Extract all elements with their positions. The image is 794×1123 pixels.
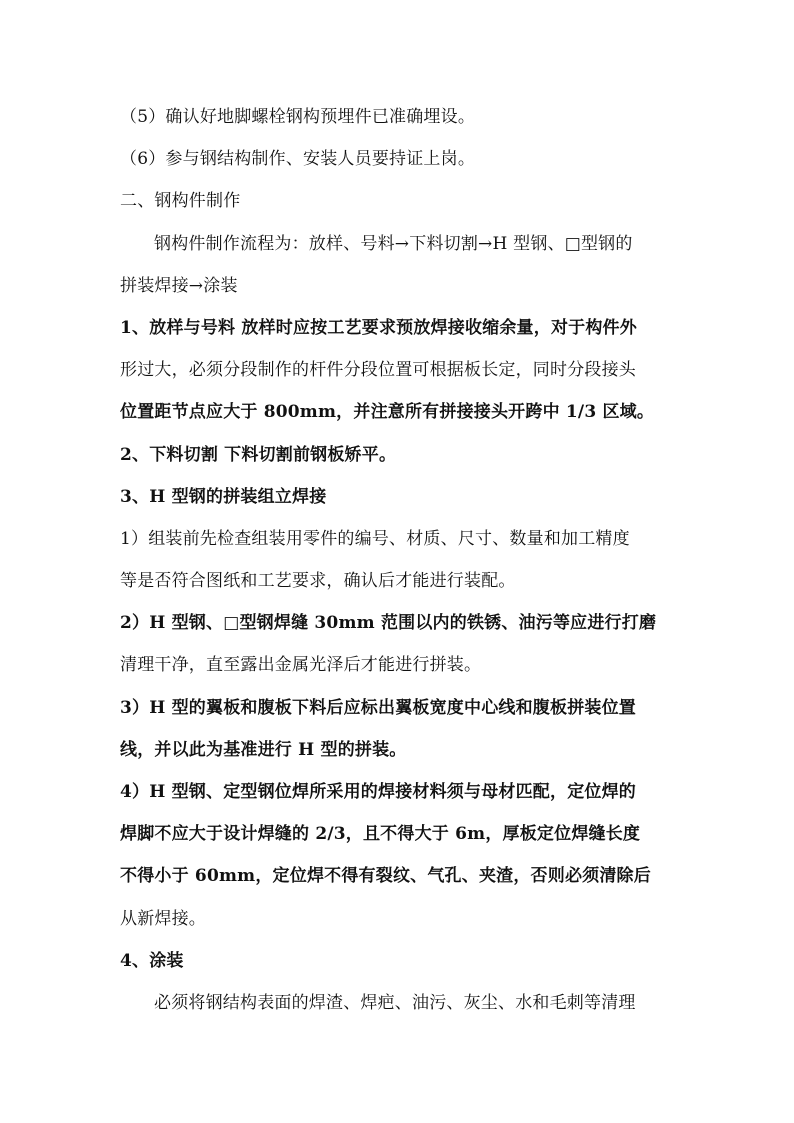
paragraph-line: 位置距节点应大于 800mm，并注意所有拼接接头开跨中 1/3 区域。 (120, 402, 655, 423)
paragraph-line: （5）确认好地脚螺栓钢构预埋件已准确埋设。 (120, 107, 476, 127)
paragraph-line: 3）H 型的翼板和腹板下料后应标出翼板宽度中心线和腹板拼装位置 (120, 697, 637, 718)
paragraph-line: 清理干净，直至露出金属光泽后才能进行拼装。 (120, 655, 482, 676)
paragraph-line: 形过大，必须分段制作的杆件分段位置可根据板长定，同时分段接头 (120, 360, 636, 381)
paragraph-line: 焊脚不应大于设计焊缝的 2/3，且不得大于 6m，厚板定位焊缝长度 (120, 824, 641, 845)
paragraph-line: （6）参与钢结构制作、安装人员要持证上岗。 (120, 149, 476, 170)
subsection-heading: 2、下料切割 下料切割前钢板矫平。 (120, 444, 397, 465)
section-heading: 二、钢构件制作 (120, 191, 241, 212)
paragraph-line: 线，并以此为基准进行 H 型的拼装。 (120, 739, 407, 760)
document-body (120, 96, 680, 1024)
subsection-heading: 3、H 型钢的拼装组立焊接 (120, 486, 327, 507)
paragraph-line: 钢构件制作流程为：放样、号料→下料切割→H 型钢、□型钢的 (154, 233, 633, 254)
paragraph-line: 4）H 型钢、定型钢位焊所采用的焊接材料须与母材匹配，定位焊的 (120, 782, 637, 802)
paragraph-line: 等是否符合图纸和工艺要求，确认后才能进行装配。 (120, 571, 516, 592)
paragraph-line: 不得小于 60mm，定位焊不得有裂纹、气孔、夹渣，否则必须清除后 (120, 866, 651, 887)
paragraph-line: 1）组装前先检查组装用零件的编号、材质、尺寸、数量和加工精度 (120, 528, 630, 549)
paragraph-line: 拼装焊接→涂装 (120, 275, 238, 296)
paragraph-line: 2）H 型钢、□型钢焊缝 30mm 范围以内的铁锈、油污等应进行打磨 (120, 613, 657, 634)
paragraph-line: 从新焊接。 (120, 908, 206, 929)
paragraph-line: 必须将钢结构表面的焊渣、焊疤、油污、灰尘、水和毛刺等清理 (154, 992, 636, 1013)
subsection-heading: 4、涂装 (120, 950, 184, 971)
paragraph-line: 1、放样与号料 放样时应按工艺要求预放焊接收缩余量，对于构件外 (120, 317, 637, 338)
